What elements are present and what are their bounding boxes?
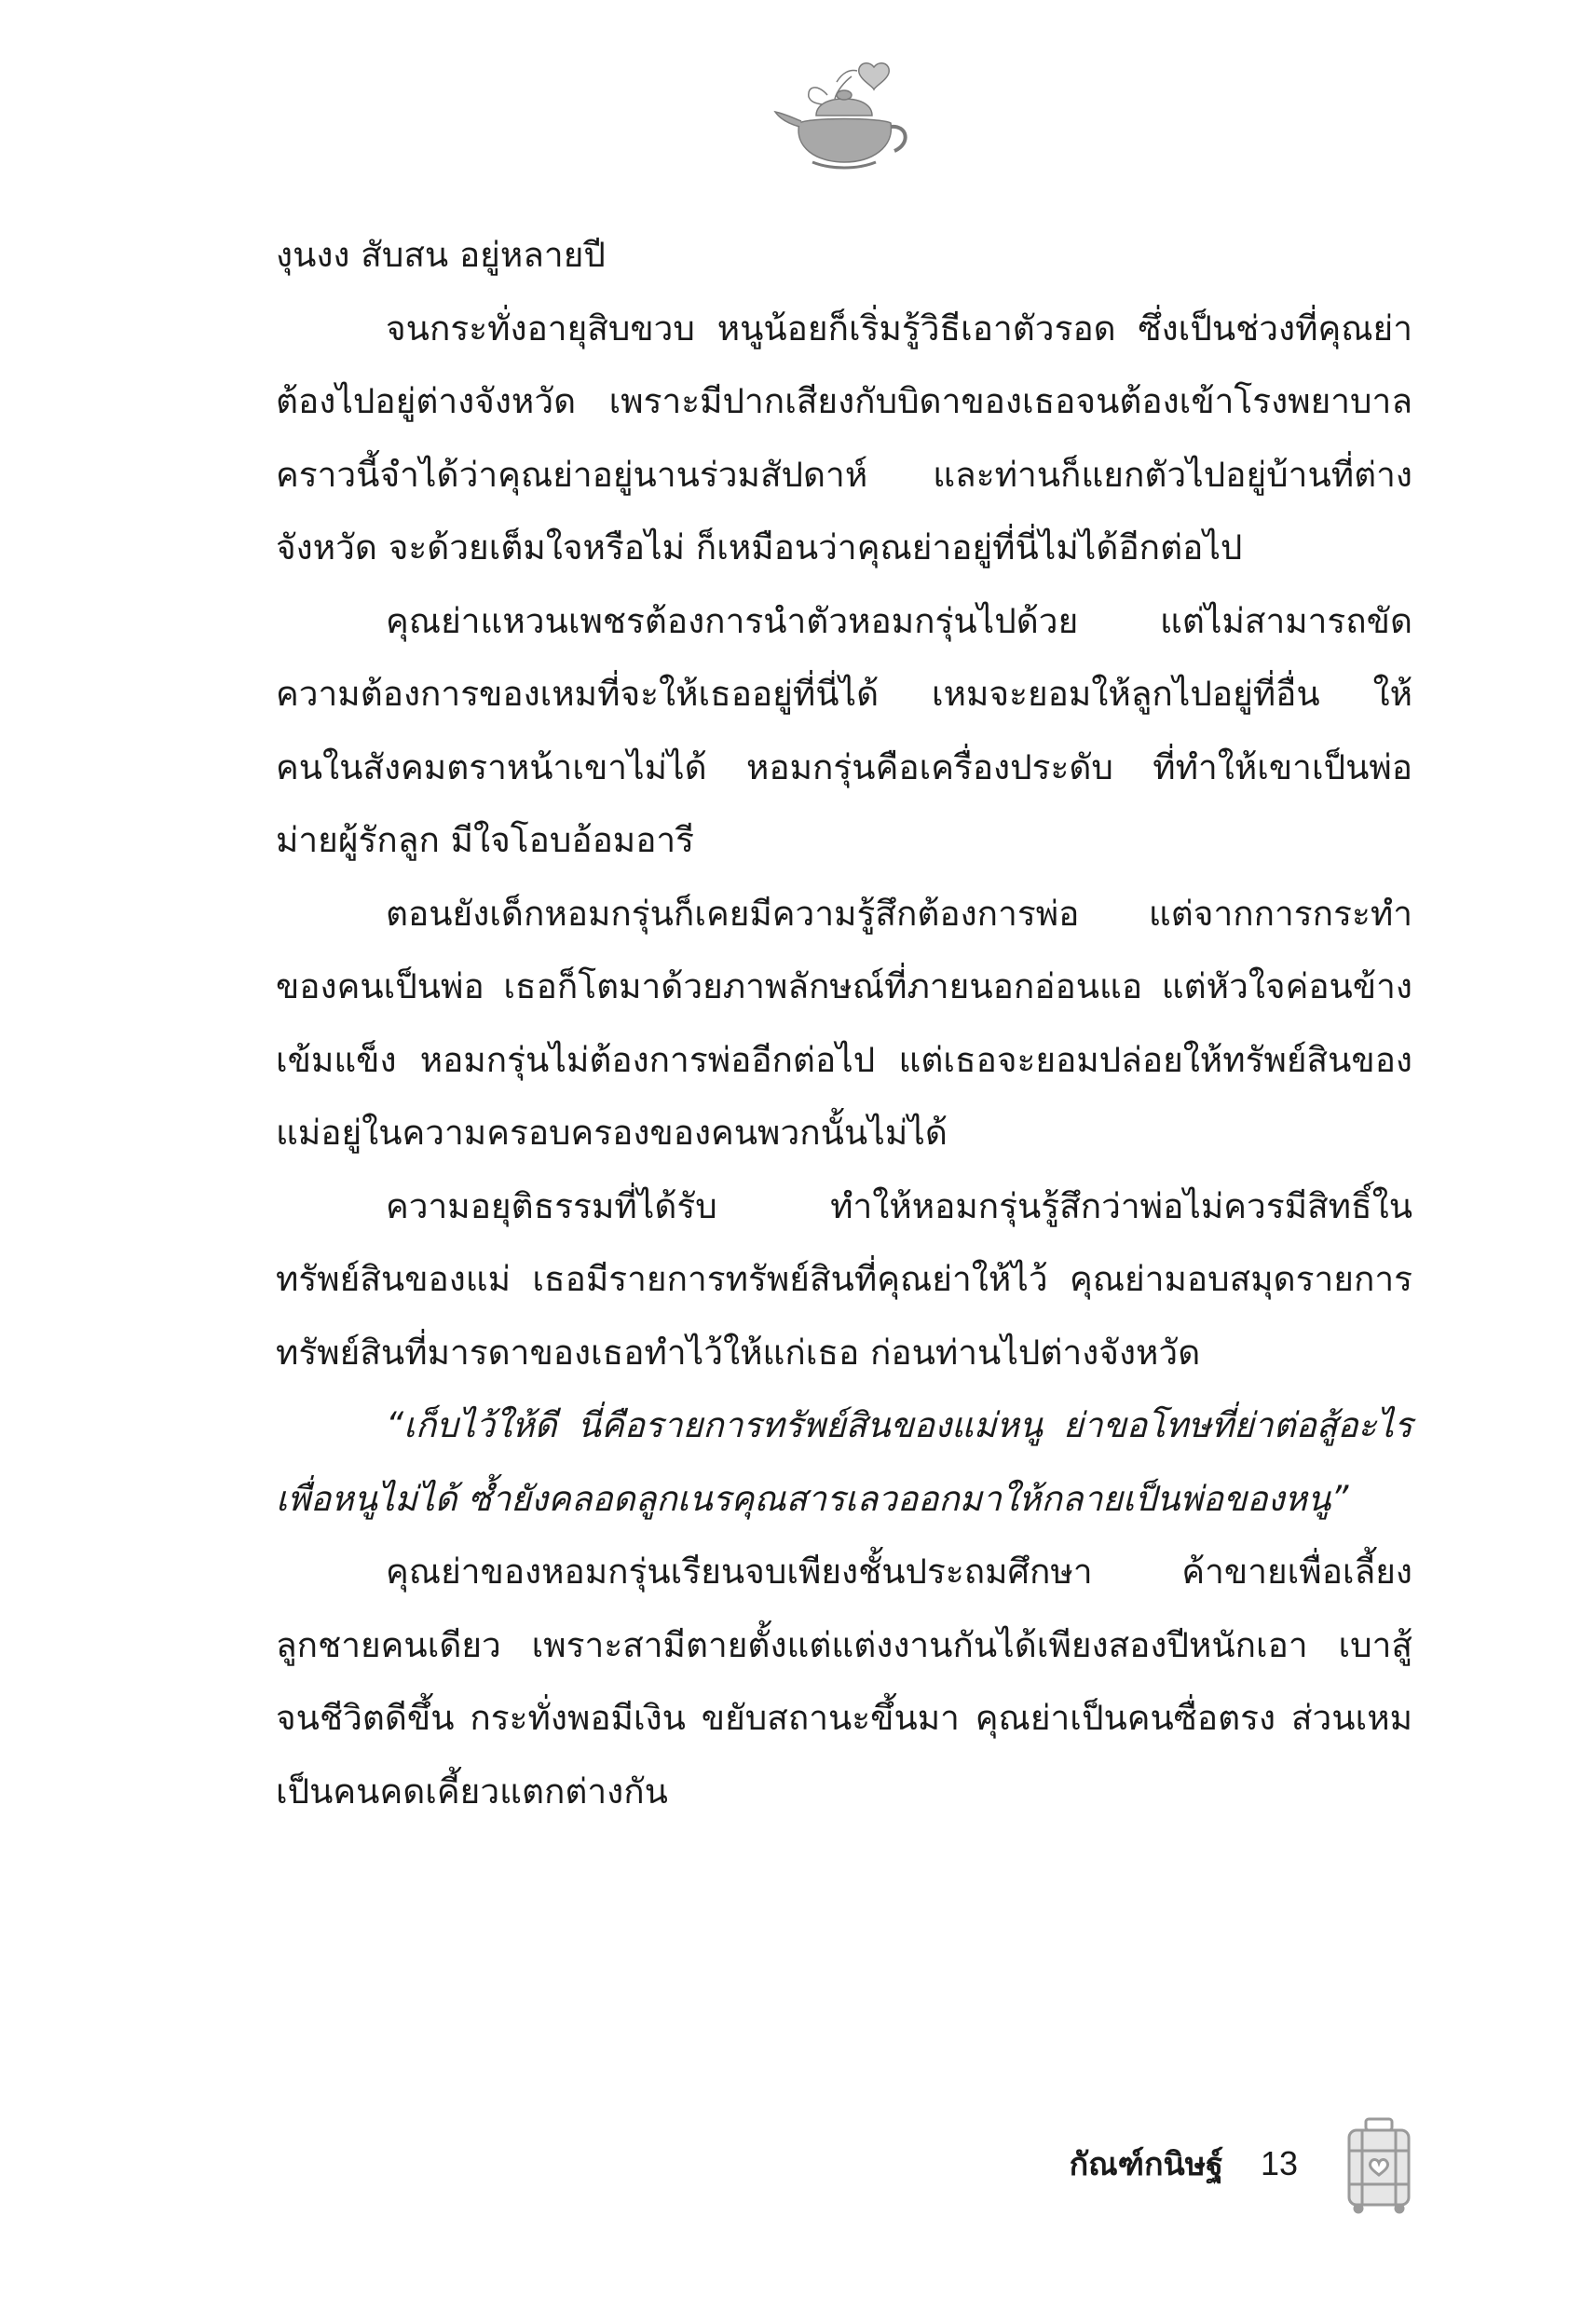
paragraph-2: จนกระทั่งอายุสิบขวบ หนูน้อยก็เริ่มรู้วิธีเอาตัวรอด ซึ่งเป็นช่วงที่คุณย่าต้องไปอยู่ต่างจังหวัด เพราะมีปากเสียงกับบิดาของเธอจนต้องเข้าโรงพยาบาล คราวนี้จำได้ว่าคุณย่าอยู่นานร่วมสัปดาห์ และท่านก็แยกตัวไปอยู่บ้านที่ต่างจังหวัด จะด้วยเต็มใจหรือไม่ ก็เหมือนว่าคุณย่าอยู่ที่นี่ไม่ได้อีกต่อไป bbox=[276, 308, 1412, 567]
page-number: 13 bbox=[1260, 2144, 1298, 2182]
paragraph-1: งุนงง สับสน อยู่หลายปี bbox=[276, 235, 606, 275]
teapot-with-heart-icon bbox=[771, 58, 921, 179]
paragraph-5: ความอยุติธรรมที่ได้รับ ทำให้หอมกรุ่นรู้สึกว่าพ่อไม่ควรมีสิทธิ์ในทรัพย์สินของแม่ เธอมีรายการทรัพย์สินที่คุณย่าให้ไว้ คุณย่ามอบสมุดรายการทรัพย์สินที่มารดาของเธอทำไว้ให้แก่เธอ ก่อนท่านไปต่างจังหวัด bbox=[276, 1185, 1412, 1373]
paragraph-4: ตอนยังเด็กหอมกรุ่นก็เคยมีความรู้สึกต้องการพ่อ แต่จากการกระทำของคนเป็นพ่อ เธอก็โตมาด้วยภาพลักษณ์ที่ภายนอกอ่อนแอ แต่หัวใจค่อนข้างเข้มแข็ง หอมกรุ่นไม่ต้องการพ่ออีกต่อไป แต่เธอจะยอมปล่อยให้ทรัพย์สินของแม่อยู่ในความครอบครองของคนพวกนั้นไม่ได้ bbox=[276, 893, 1412, 1153]
quote-paragraph: “เก็บไว้ให้ดี นี่คือรายการทรัพย์สินของแม่หนู ย่าขอโทษที่ย่าต่อสู้อะไรเพื่อหนูไม่ได้ ซ้ำยังคลอดลูกเนรคุณสารเลวออกมาให้กลายเป็นพ่อของหนู” bbox=[276, 1405, 1412, 1519]
suitcase-with-heart-icon bbox=[1342, 2113, 1416, 2216]
paragraph-7: คุณย่าของหอมกรุ่นเรียนจบเพียงชั้นประถมศึกษา ค้าขายเพื่อเลี้ยงลูกชายคนเดียว เพราะสามีตายตั้งแต่แต่งงานกันได้เพียงสองปีหนักเอา เบาสู้ จนชีวิตดีขึ้น กระทั่งพอมีเงิน ขยับสถานะขึ้นมา คุณย่าเป็นคนซื่อตรง ส่วนเหมเป็นคนคดเคี้ยวแตกต่างกัน bbox=[276, 1552, 1412, 1812]
book-title: กัณฑ์กนิษฐ์ bbox=[1069, 2146, 1223, 2183]
body-text bbox=[276, 219, 1412, 1828]
paragraph-3: คุณย่าแหวนเพชรต้องการนำตัวหอมกรุ่นไปด้วย แต่ไม่สามารถขัดความต้องการของเหมที่จะให้เธออยู่ที่นี่ได้ เหมจะยอมให้ลูกไปอยู่ที่อื่น ให้คนในสังคมตราหน้าเขาไม่ได้ หอมกรุ่นคือเครื่องประดับ ที่ทำให้เขาเป็นพ่อม่ายผู้รักลูก มีใจโอบอ้อมอารี bbox=[276, 600, 1412, 860]
page-footer bbox=[1070, 2136, 1298, 2192]
